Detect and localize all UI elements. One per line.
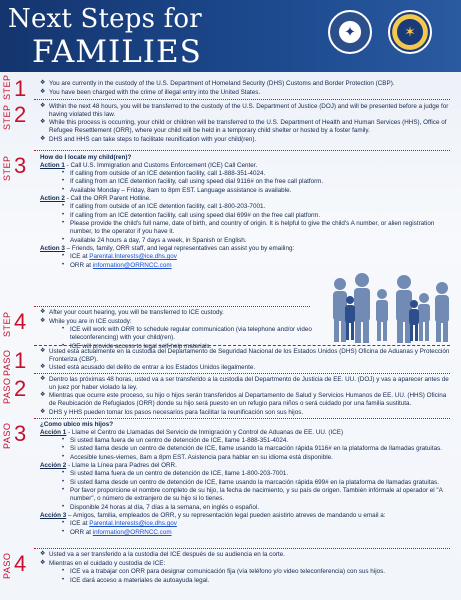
bullet-icon: • [62,178,65,185]
step2-label: STEP 2 [2,102,27,130]
bullet-icon: • [62,576,65,583]
list-item: • ICE dará acceso a materiales de autoayuda legal. [62,576,210,584]
bullet-icon: • [62,478,65,485]
list-item: • ICE at Parental.Interests@ice.dhs.gov [62,520,177,528]
section-divider [34,99,450,100]
list-item: • ICE will work with ORR to schedule regular communication (via telephone and/or video teleconferencing) with your child(ren). [62,326,312,341]
paso3-label: PASO 3 [2,421,27,449]
list-item: • ORR at information@ORRNCC.com [62,261,172,269]
bullet-icon: • [62,520,65,527]
bullet-icon: ❖ [40,376,46,382]
bullet-icon: ❖ [40,135,46,142]
bullet-icon: ❖ [40,559,46,566]
list-item: • Si usted llama fuera de un centro de detención de ICE, llame 1-800-203-7001. [62,470,289,478]
section-divider [34,306,310,307]
step3-content [40,154,454,270]
list-item: • Accesible lunes-viernes, 8am a 8pm EST. Asistencia para hablar en su idioma está disponible. [62,453,333,461]
list-item: • Si usted llama fuera de un centro de detención de ICE, llame 1-888-351-4024. [62,436,289,444]
action3-line: Action 3 – Friends, family, ORR staff, and legal representatives can assist you by emailing: [40,245,295,253]
step1-label: STEP 1 [2,74,27,101]
list-item: • ICE at Parental.Interests@ice.dhs.gov [62,253,177,261]
paso2-content [40,376,454,417]
bullet-icon: ❖ [40,408,46,415]
bullet-icon: • [62,211,65,218]
bullet-icon: • [62,186,65,193]
list-item: • ORR at information@ORRNCC.com [62,528,172,536]
bullet-icon: • [62,261,65,268]
bullet-icon: • [62,470,65,477]
bullet-icon: ❖ [40,103,46,109]
bullet-icon: • [62,220,65,227]
list-item: ❖ Within the next 48 hours, you will be transferred to the custody of the U.S. Department of Justice (DOJ) and will be presented before a judge for having violated this law. [40,103,449,118]
bullet-icon: • [62,503,65,510]
section-divider [34,418,450,419]
orr-email-link[interactable]: information@ORRNCC.com [92,261,172,269]
list-item: • Disponible 24 horas al día, 7 días a la semana, en inglés o español. [62,503,260,511]
language-divider [34,345,450,346]
bullet-icon: • [62,203,65,210]
orr-email-link-es[interactable]: information@ORRNCC.com [92,528,172,536]
list-item: • Please provide the child's full name, date of birth, and country of origin. It is helpful to give the child's A number, or alien registration number, to the operator if you have it. [62,220,435,236]
bullet-icon: • [62,445,65,452]
section-divider [34,150,450,151]
hhs-seal-icon: ✶ [388,10,432,54]
accion1-line: Acción 1 - Llame el Centro de Llamadas del Servicio de Inmigración y Control de Aduanas de EE. UU. (ICE) [40,428,344,436]
list-item: ❖ You have been charged with the crime of illegal entry into the United States. [40,88,261,96]
bullet-icon: ❖ [40,80,46,86]
bullet-icon: • [62,528,65,535]
bullet-icon: ❖ [40,392,46,399]
title-line1: Next Steps for [8,4,202,34]
bullet-icon: ❖ [40,119,46,126]
list-item: ❖ While you are in ICE custody: [40,317,132,325]
bullet-icon: • [62,326,65,333]
bullet-icon: ❖ [40,364,46,371]
list-item: ❖ Usted está acusado del delito de entrar a los Estados Unidos ilegalmente. [40,364,256,372]
bullet-icon: • [62,568,65,575]
action1-line: Action 1 - Call U.S. Immigration and Customs Enforcement (ICE) Call Center. [40,161,258,169]
paso1-content [40,348,454,373]
accion3-line: Acción 3 – Amigos, familia, empleados de ORR, y su representación legal pueden asistirlo atreves de mandando u email a: [40,512,386,520]
ice-email-link[interactable]: Parental.Interests@ice.dhs.gov [89,253,177,261]
bullet-icon: • [62,487,65,494]
list-item: ❖ Dentro las próximas 48 horas, usted va a ser transferido a la custodia del Departmento de Justicia de EE. UU. (DOJ) y vas a aparecer antes de un juez por haber violado la ley. [40,376,449,391]
step2-content [40,103,454,144]
list-item: • ICE va a trabajar con ORR para designar comunicación fija (vía teléfono y/o video teleconferencia) con sus hijos. [62,568,386,576]
section-divider [34,548,450,549]
list-item: • Available Monday – Friday, 8am to 8pm EST. Language assistance is available. [62,186,292,194]
list-item: • ICE will provide access to legal self-help materials. [62,342,212,350]
step4-label: STEP 4 [2,309,27,337]
bullet-icon: • [62,236,65,243]
bullet-icon: • [62,436,65,443]
bullet-icon: ❖ [40,348,46,354]
list-item: • If calling from outside of an ICE detention facility, call 1-888-351-4024. [62,169,266,177]
bullet-icon: • [62,253,65,260]
list-item: • Por favor proporcione el nombre completo de su hijo, la fecha de nacimiento, y su país de origen. También infórmale al operador el "A number", o número de extranjero de su hijo si lo tienes. [62,487,443,503]
paso3-content [40,421,454,537]
list-item: • Si usted llama desde un centro de detención de ICE, llame usando la marcación rápida 699# en la plataforma de llamadas gratuitas. [62,478,439,486]
paso2-label: PASO 2 [2,376,27,404]
list-item: ❖ Mientras en el cuidado y custodia de ICE: [40,559,166,567]
ice-email-link-es[interactable]: Parental.Interests@ice.dhs.gov [89,520,177,528]
list-item: • If calling from an ICE detention facility, call using speed dial 699# on the free call platform. [62,211,321,219]
list-item: ❖ You are currently in the custody of the U.S. Department of Homeland Security (DHS) Customs and Border Protection (CBP). [40,80,395,87]
section-divider [34,373,450,374]
list-item: ❖ DHS and HHS can take steps to facilitate reunification with your child(ren). [40,135,257,143]
dhs-seal-icon: ✦ [328,10,372,54]
list-item: ❖ DHS y HHS pueden tomar los pasos necesarios para facilitar la reunificación son sus hijos. [40,408,304,416]
paso4-label: PASO 4 [2,551,27,579]
title-line2: FAMILIES [32,34,202,70]
step3-question: How do I locate my child(ren)? [40,154,132,161]
action2-line: Action 2 - Call the ORR Parent Hotline. [40,195,151,203]
bullet-icon: ❖ [40,551,46,557]
list-item: ❖ Usted está actualmente en la custodia del Departamento de Seguridad Nacional de los Estados Unidos (DHS) Oficina de Aduanas y Protección Fronteriza (CBP). [40,348,450,363]
list-item: ❖ After your court hearing, you will be transferred to ICE custody. [40,309,224,316]
list-item: • If calling from outside of an ICE detention facility, call 1-800-203-7001. [62,203,266,211]
bullet-icon: • [62,169,65,176]
paso1-label: PASO 1 [2,348,27,376]
list-item: ❖ Mientras que ocurre este proceso, su hijo o hijos serán transferidos al Departamento de Salud y Servicios Humanos de EE. UU. (HHS) Oficina de Reubicación de Refugiados (ORR) donde su hijo será puesto en un refugio para niños o será cuidado por una familia sustituta. [40,392,447,408]
bullet-icon: ❖ [40,88,46,95]
bullet-icon: ❖ [40,317,46,324]
list-item: • Available 24 hours a day, 7 days a week, in Spanish or English. [62,236,247,244]
bullet-icon: ❖ [40,309,46,315]
paso3-question: ¿Como ubico mis hijos? [40,421,114,428]
family-silhouette-icon [318,270,458,345]
list-item: • If calling from an ICE detention facility, call using speed dial 9116# on the free call platform. [62,178,324,186]
list-item: ❖ Usted va a ser transferido a la custodia del ICE después de su audiencia en la corte. [40,551,285,558]
bullet-icon: • [62,453,65,460]
list-item: ❖ While this process is occurring, your child or children will be transferred to the U.S. Department of Health and Human Services (HHS), Office of Refugee Resettlement (ORR), where your child will be held in a temporary child shelter or hosted by a foster family. [40,119,447,135]
list-item: • Si usted llama desde un centro de detención de ICE, llame usando la marcación rápida 9116# en la plataforma de llamadas gratuitas. [62,445,442,453]
accion2-line: Acción 2 - Llame la Línea para Padres del ORR. [40,462,177,470]
header-banner [0,0,461,72]
bullet-icon: • [62,342,65,349]
step3-label: STEP 3 [2,153,27,181]
paso4-content [40,551,454,585]
step1-content [40,80,454,97]
